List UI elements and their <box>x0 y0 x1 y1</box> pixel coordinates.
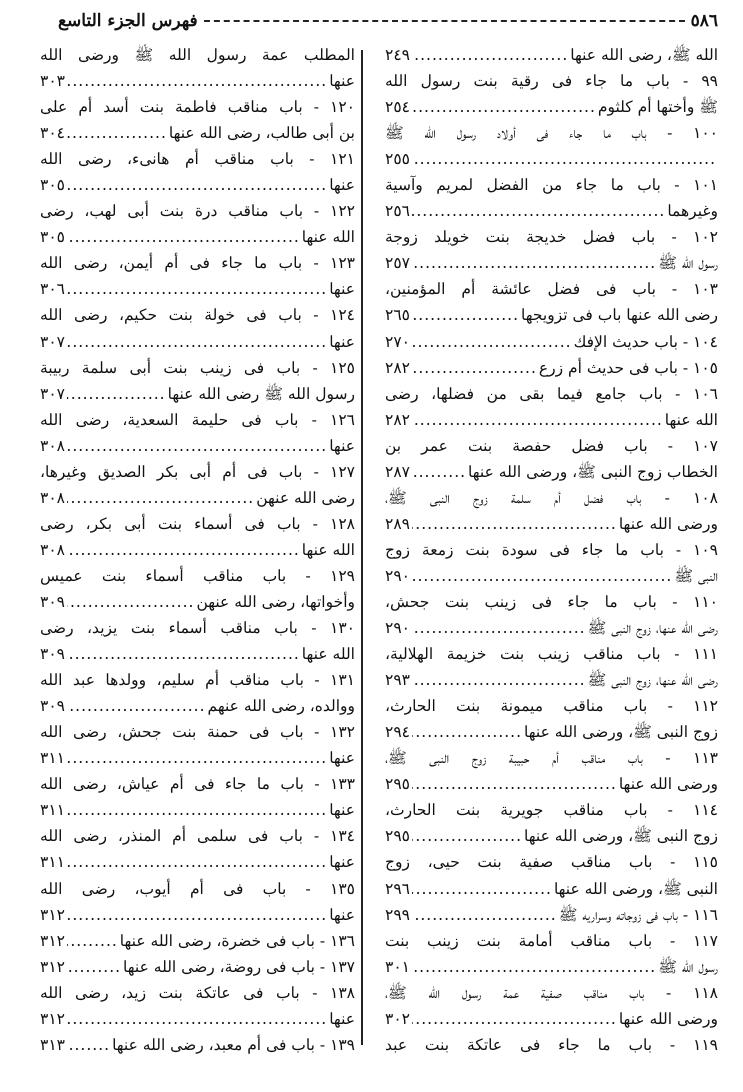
entry-text: عنها <box>329 801 355 820</box>
entry-text: ورضى الله عنها <box>618 775 718 794</box>
dot-leader <box>67 693 206 719</box>
entry-page-number: ٣٠٩ <box>40 592 65 611</box>
dot-leader <box>67 641 300 667</box>
dot-leader <box>412 407 663 433</box>
index-entry-line <box>40 928 355 954</box>
entry-page-number: ٣١١ <box>40 749 65 768</box>
entry-page-number: ٢٧٠ <box>385 332 410 351</box>
index-entry-line <box>385 849 718 875</box>
entry-text: عنها <box>329 436 355 455</box>
entry-text: ١٢٨ - باب فى أسماء بنت أبى بكر، رضى <box>40 514 355 533</box>
index-entry-line <box>385 641 718 667</box>
index-entry-line <box>385 329 718 355</box>
index-entry-line <box>40 667 355 693</box>
entry-page-number: ٣١١ <box>40 853 65 872</box>
index-entry-line <box>385 1006 718 1032</box>
index-entry-line <box>385 433 718 459</box>
index-entry-line <box>40 120 355 146</box>
dot-leader <box>67 849 327 875</box>
index-entry-line <box>40 1006 355 1032</box>
dot-leader <box>67 68 327 94</box>
index-entry-line <box>385 68 718 94</box>
entry-text: ١١٩ - باب ما جاء فى عاتكة بنت عبد <box>385 1035 718 1054</box>
entry-page-number: ٣٠٥ <box>40 176 65 195</box>
dot-leader <box>67 224 300 250</box>
dot-leader <box>67 172 327 198</box>
entry-page-number: ٣٠٨ <box>40 540 65 559</box>
dot-leader <box>412 94 596 120</box>
index-entry-line <box>40 224 355 250</box>
index-entry-line <box>40 198 355 224</box>
index-entry-line <box>385 589 718 615</box>
index-entry-line <box>385 719 718 745</box>
index-entry-line <box>40 68 355 94</box>
entry-text: ورضى الله عنها <box>618 1009 718 1028</box>
index-entry-line <box>40 537 355 563</box>
entry-page-number: ٣١٢ <box>40 905 65 924</box>
dot-leader <box>67 1032 110 1058</box>
entry-text: رسول الله ﷺ <box>658 957 718 976</box>
index-entry-line <box>40 719 355 745</box>
entry-text: رضى الله عنهن <box>256 488 355 507</box>
entry-text: ١٣٨ - باب فى عاتكة بنت زيد، رضى الله <box>40 983 355 1002</box>
dot-leader <box>412 667 586 693</box>
entry-text: ١١٧ - باب مناقب أمامة بنت زينب بنت <box>385 931 718 950</box>
index-entry-line <box>40 407 355 433</box>
dot-leader <box>67 589 194 615</box>
entry-text: ١٢٤ - باب فى خولة بنت حكيم، رضى الله <box>40 306 355 325</box>
dot-leader <box>412 198 665 224</box>
entry-text: ١١٤ - باب مناقب جويرية بنت الحارث، <box>385 801 718 820</box>
entry-text: ١١٠ - باب ما جاء فى زينب بنت جحش، <box>385 592 718 611</box>
index-entry-line <box>40 797 355 823</box>
entry-page-number: ٢٥٥ <box>385 150 410 169</box>
entry-text: عنها <box>329 72 355 91</box>
index-entry-line <box>40 433 355 459</box>
entry-text: ١١٦ - باب فى زوجاته وسراريه ﷺ <box>558 905 718 924</box>
entry-text: ١١٢ - باب مناقب ميمونة بنت الحارث، <box>385 697 718 716</box>
entry-page-number: ٣١٢ <box>40 957 65 976</box>
dot-leader <box>67 928 118 954</box>
index-entry-line <box>385 902 718 928</box>
entry-text: ٩٩ - باب ما جاء فى رقية بنت رسول الله <box>385 72 718 91</box>
entry-page-number: ٢٨٧ <box>385 462 410 481</box>
entry-page-number: ٣١١ <box>40 801 65 820</box>
entry-text: رضى الله عنها، زوج النبى ﷺ <box>587 671 718 690</box>
dot-leader <box>412 615 586 641</box>
index-entry-line <box>385 667 718 693</box>
index-entry-line <box>40 641 355 667</box>
entry-text: ١٠٩ - باب ما جاء فى سودة بنت زمعة زوج <box>385 540 718 559</box>
entry-text: المطلب عمة رسول الله ﷺ ورضى الله <box>40 46 355 64</box>
entry-page-number: ٣١٢ <box>40 1009 65 1028</box>
index-entry-line <box>385 198 718 224</box>
index-entry-line <box>385 876 718 902</box>
entry-page-number: ٣٠٩ <box>40 697 65 716</box>
index-entry-line <box>40 849 355 875</box>
entry-text: وأخواتها، رضى الله عنهن <box>196 592 355 611</box>
dot-leader <box>412 302 519 328</box>
entry-text: الله عنها <box>664 410 718 429</box>
entry-page-number: ٣٠٦ <box>40 280 65 299</box>
index-entry-line <box>40 329 355 355</box>
entry-text: عنها <box>329 853 355 872</box>
index-entry-line <box>385 980 718 1006</box>
entry-text: ١٢٥ - باب فى زينب بنت أبى سلمة ربيبة <box>40 358 355 377</box>
entry-text: ١٢٣ - باب ما جاء فى أم أيمن، رضى الله <box>40 254 355 273</box>
index-entry-line <box>385 771 718 797</box>
index-entry-line <box>40 146 355 172</box>
index-entry-line <box>385 797 718 823</box>
index-entry-line <box>40 94 355 120</box>
index-entry-line <box>385 954 718 980</box>
index-entry-line <box>385 355 718 381</box>
index-entry-line <box>40 511 355 537</box>
entry-text: ١٠٣ - باب فى فضل عائشة أم المؤمنين، <box>385 280 718 299</box>
index-entry-line <box>40 876 355 902</box>
index-entry-line <box>385 381 718 407</box>
index-entry-line <box>385 563 718 589</box>
dot-leader <box>67 745 327 771</box>
index-entry-line <box>40 771 355 797</box>
entry-text: ١٣٩ - باب فى أم معبد، رضى الله عنها <box>112 1035 355 1054</box>
index-column-left <box>40 42 355 1058</box>
entry-page-number: ٣٠٣ <box>40 72 65 91</box>
index-entry-line <box>40 563 355 589</box>
index-entry-line <box>40 302 355 328</box>
header-rule <box>204 20 685 22</box>
entry-text: ١٠٥ - باب فى حديث أم زرع <box>538 358 718 377</box>
index-entry-line <box>385 928 718 954</box>
entry-page-number: ٢٨٢ <box>385 410 410 429</box>
entry-text: ١٠٦ - باب جامع فيما بقى من فضلها، رضى <box>385 384 718 403</box>
entry-page-number: ٢٩٠ <box>385 566 410 585</box>
index-entry-line <box>385 745 718 771</box>
page-number: ٥٨٦ <box>690 11 718 31</box>
index-entry-line <box>385 485 718 511</box>
entry-text: رسول الله ﷺ <box>658 254 718 273</box>
index-entry-line <box>40 172 355 198</box>
index-entry-line <box>385 537 718 563</box>
index-entry-line <box>40 589 355 615</box>
entry-text: ١٣٧ - باب فى روضة، رضى الله عنها <box>123 957 355 976</box>
entry-text: الله عنها <box>301 645 355 664</box>
index-entry-line <box>385 94 718 120</box>
entry-text: رضى الله عنها، زوج النبى ﷺ <box>587 619 718 638</box>
entry-page-number: ٣٠٢ <box>385 1009 410 1028</box>
entry-text: النبى ﷺ <box>674 566 718 585</box>
entry-text: ١٣٢ - باب فى حمنة بنت جحش، رضى الله <box>40 723 355 742</box>
dot-leader <box>412 511 617 537</box>
index-entry-line <box>385 407 718 433</box>
entry-text: الخطاب زوج النبى ﷺ، ورضى الله عنها <box>468 462 718 481</box>
entry-text: ورضى الله عنها <box>618 514 718 533</box>
entry-text: عنها <box>329 332 355 351</box>
entry-text: وغيرهما <box>667 202 718 221</box>
entry-text: زوج النبى ﷺ، ورضى الله عنها <box>524 827 718 846</box>
index-entry-line <box>385 172 718 198</box>
entry-text: عنها <box>329 749 355 768</box>
index-entry-line <box>385 120 718 146</box>
dot-leader <box>67 276 327 302</box>
entry-text: ١٣٦ - باب فى خضرة، رضى الله عنها <box>119 931 355 950</box>
entry-page-number: ٣٠٧ <box>40 332 65 351</box>
index-entry-line <box>385 224 718 250</box>
entry-text: ١٣٠ - باب مناقب أسماء بنت يزيد، رضى <box>40 619 355 638</box>
entry-page-number: ٣٠٨ <box>40 488 65 507</box>
dot-leader <box>412 823 522 849</box>
index-entry-line <box>385 823 718 849</box>
entry-text: ١٠٤ - باب حديث الإفك <box>573 332 718 351</box>
entry-page-number: ٢٦٥ <box>385 306 410 325</box>
index-entry-line <box>40 902 355 928</box>
index-entry-line <box>385 511 718 537</box>
entry-text: رضى الله عنها باب فى تزويجها <box>521 306 718 325</box>
dot-leader <box>412 876 552 902</box>
dot-leader <box>412 250 656 276</box>
index-entry-line <box>40 615 355 641</box>
entry-page-number: ٢٩٥ <box>385 775 410 794</box>
entry-page-number: ٣٠١ <box>385 957 410 976</box>
index-entry-line <box>40 980 355 1006</box>
index-entry-line <box>40 693 355 719</box>
entry-page-number: ٢٨٩ <box>385 514 410 533</box>
entry-text: ١٢٢ - باب مناقب درة بنت أبى لهب، رضى <box>40 202 355 221</box>
entry-text: الله عنها <box>301 228 355 247</box>
index-entry-line <box>385 459 718 485</box>
dot-leader <box>67 954 121 980</box>
entry-text: عنها <box>329 176 355 195</box>
entry-page-number: ٢٩٠ <box>385 619 410 638</box>
entry-page-number: ٣٠٤ <box>40 124 65 143</box>
dot-leader <box>412 459 466 485</box>
index-entry-line <box>385 276 718 302</box>
entry-text: عنها <box>329 905 355 924</box>
entry-page-number: ٣١٢ <box>40 931 65 950</box>
entry-page-number: ٢٥٤ <box>385 98 410 117</box>
entry-page-number: ٢٩٩ <box>385 905 410 924</box>
dot-leader <box>67 329 327 355</box>
page-title: فهرس الجزء التاسع <box>58 11 198 31</box>
entry-page-number: ٣٠٥ <box>40 228 65 247</box>
entry-page-number: ٢٩٤ <box>385 723 410 742</box>
index-entry-line <box>385 42 718 68</box>
entry-text: ١٠٨ - باب فضل أم سلمة زوج النبى ﷺ، <box>385 488 718 507</box>
index-entry-line <box>385 693 718 719</box>
index-entry-line <box>385 146 718 172</box>
index-entry-line <box>385 302 718 328</box>
entry-text: ١٢٦ - باب فى حليمة السعدية، رضى الله <box>40 410 355 429</box>
entry-text: ١٣٣ - باب ما جاء فى أم عياش، رضى الله <box>40 775 355 794</box>
entry-text: رسول الله ﷺ رضى الله عنها <box>167 384 355 403</box>
entry-page-number: ٣٠٧ <box>40 384 65 403</box>
entry-text: ١٣٤ - باب فى سلمى أم المنذر، رضى الله <box>40 827 355 846</box>
running-header <box>58 8 718 34</box>
entry-text: ١١٣ - باب مناقب أم حبيبة زوج النبى ﷺ، <box>385 749 718 768</box>
entry-text: زوج النبى ﷺ، ورضى الله عنها <box>524 723 718 742</box>
entry-text: ﷺ وأختها أم كلثوم <box>597 98 718 117</box>
index-entry-line <box>40 42 355 68</box>
entry-text: ١٠٧ - باب فضل حفصة بنت عمر بن <box>385 436 718 455</box>
entry-text: النبى ﷺ، ورضى الله عنها <box>553 879 718 898</box>
index-entry-line <box>385 615 718 641</box>
index-entry-line <box>40 276 355 302</box>
entry-text: ١٠٠ - باب ما جاء فى أولاد رسول الله ﷺ <box>385 124 718 143</box>
dot-leader <box>67 1006 327 1032</box>
dot-leader <box>412 719 522 745</box>
index-entry-line <box>40 355 355 381</box>
index-entry-line <box>385 250 718 276</box>
dot-leader <box>412 42 568 68</box>
entry-page-number: ٣١٣ <box>40 1035 65 1054</box>
dot-leader <box>412 563 672 589</box>
entry-text: ١٢٩ - باب مناقب أسماء بنت عميس <box>40 566 355 585</box>
index-entry-line <box>40 745 355 771</box>
entry-text: ١١١ - باب مناقب زينب بنت خزيمة الهلالية، <box>385 645 718 664</box>
entry-text: ١٠١ - باب ما جاء من الفضل لمريم وآسية <box>385 176 718 195</box>
dot-leader <box>67 902 327 928</box>
entry-page-number: ٣٠٨ <box>40 436 65 455</box>
entry-text: ووالده، رضى الله عنهم <box>207 697 355 716</box>
entry-text: ١١٥ - باب مناقب صفية بنت حيى، زوج <box>385 853 718 872</box>
dot-leader <box>67 381 166 407</box>
entry-text: الله عنها <box>301 540 355 559</box>
entry-page-number: ٢٥٦ <box>385 202 410 221</box>
dot-leader <box>67 120 167 146</box>
entry-page-number: ٢٨٢ <box>385 358 410 377</box>
entry-text: بن أبى طالب، رضى الله عنها <box>168 124 355 143</box>
entry-text: الله ﷺ، رضى الله عنها <box>570 46 718 64</box>
entry-text: ١٣١ - باب مناقب أم سليم، وولدها عبد الله <box>40 671 355 690</box>
index-entry-line <box>385 1032 718 1058</box>
entry-text: ١٢٧ - باب فى أم أبى بكر الصديق وغيرها، <box>40 462 355 481</box>
entry-page-number: ٣٠٩ <box>40 645 65 664</box>
dot-leader <box>412 1006 617 1032</box>
index-entry-line <box>40 250 355 276</box>
entry-page-number: ٢٥٧ <box>385 254 410 273</box>
dot-leader <box>67 485 254 511</box>
dot-leader <box>67 797 327 823</box>
entry-page-number: ٢٩٦ <box>385 879 410 898</box>
dot-leader <box>412 902 557 928</box>
dot-leader <box>67 433 327 459</box>
index-entry-line <box>40 381 355 407</box>
dot-leader <box>412 954 656 980</box>
index-entry-line <box>40 954 355 980</box>
entry-text: ١٣٥ - باب فى أم أيوب، رضى الله <box>40 879 355 898</box>
index-entry-line <box>40 1032 355 1058</box>
dot-leader <box>412 771 617 797</box>
entry-text: ١٠٢ - باب فضل خديجة بنت خويلد زوجة <box>385 228 718 247</box>
entry-text: ١٢١ - باب مناقب أم هانىء، رضى الله <box>40 150 355 169</box>
index-column-right <box>385 42 718 1058</box>
dot-leader <box>412 355 537 381</box>
entry-text: عنها <box>329 1009 355 1028</box>
dot-leader <box>412 146 716 172</box>
column-divider <box>361 50 363 1045</box>
entry-page-number: ٢٩٣ <box>385 671 410 690</box>
entry-text: ١٢٠ - باب مناقب فاطمة بنت أسد أم على <box>40 98 355 117</box>
dot-leader <box>412 329 572 355</box>
index-entry-line <box>40 823 355 849</box>
dot-leader <box>67 537 300 563</box>
entry-page-number: ٢٩٥ <box>385 827 410 846</box>
index-entry-line <box>40 485 355 511</box>
entry-text: عنها <box>329 280 355 299</box>
index-entry-line <box>40 459 355 485</box>
entry-page-number: ٢٤٩ <box>385 46 410 64</box>
entry-text: ١١٨ - باب مناقب صفية عمة رسول الله ﷺ، <box>385 983 718 1002</box>
